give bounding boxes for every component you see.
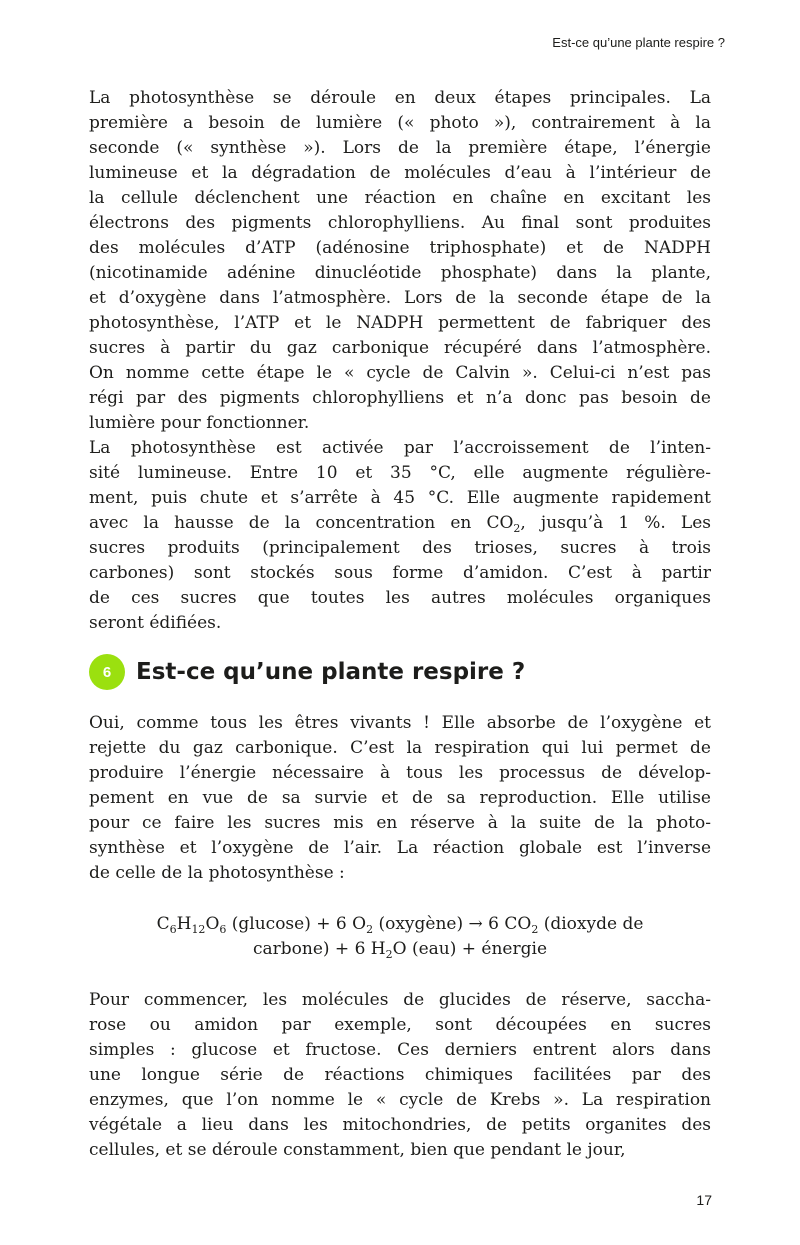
- text-line: [89, 336, 711, 361]
- text-line: [89, 461, 711, 486]
- text-segment: enzymes, que l’on nomme le « cycle de Krebs ». La respiration: [89, 1090, 711, 1110]
- text-segment: , jusqu’à 1 %. Les: [520, 513, 712, 533]
- text-segment: (glucose) + 6 O: [226, 914, 367, 934]
- subscript: 2: [513, 522, 521, 535]
- text-line: [89, 711, 711, 736]
- subscript: 2: [366, 923, 374, 936]
- text-segment: cellules, et se déroule constamment, bien que pendant le jour,: [89, 1140, 626, 1160]
- text-segment: simples : glucose et fructose. Ces derniers entrent alors dans: [89, 1040, 711, 1060]
- text-line: [89, 1063, 711, 1088]
- text-segment: O (eau) + énergie: [392, 939, 548, 959]
- subscript: 6: [219, 923, 227, 936]
- text-segment: de ces sucres que toutes les autres molécules organiques: [89, 588, 711, 608]
- text-line: [89, 1113, 711, 1138]
- text-segment: C: [156, 914, 170, 934]
- text-segment: la cellule déclenchent une réaction en chaîne en excitant les: [89, 188, 711, 208]
- page-number: 17: [696, 1192, 712, 1208]
- text-segment: H: [176, 914, 192, 934]
- paragraph-3: [89, 711, 711, 886]
- section-heading: [89, 652, 525, 692]
- running-head: Est-ce qu’une plante respire ?: [552, 35, 725, 50]
- text-line: [89, 236, 711, 261]
- text-segment: seconde (« synthèse »). Lors de la première étape, l’énergie: [89, 138, 711, 158]
- text-segment: des molécules d’ATP (adénosine triphosphate) et de NADPH: [89, 238, 711, 258]
- text-segment: rejette du gaz carbonique. C’est la respiration qui lui permet de: [89, 738, 711, 758]
- text-line: [89, 1013, 711, 1038]
- subscript: 2: [385, 948, 393, 961]
- text-line: [89, 861, 711, 886]
- text-line: [89, 186, 711, 211]
- subscript: 6: [169, 923, 177, 936]
- text-segment: lumière pour fonctionner.: [89, 413, 310, 433]
- text-segment: (dioxyde de: [538, 914, 644, 934]
- paragraph-4: [89, 988, 711, 1163]
- text-line: [89, 761, 711, 786]
- text-segment: seront édifiées.: [89, 613, 222, 633]
- paragraph-2: [89, 436, 711, 636]
- text-line: [89, 611, 711, 636]
- text-segment: première a besoin de lumière (« photo »), contrairement à la: [89, 113, 711, 133]
- text-segment: (oxygène) → 6 CO: [373, 914, 532, 934]
- text-line: [89, 988, 711, 1013]
- text-segment: pement en vue de sa survie et de sa reproduction. Elle utilise: [89, 788, 711, 808]
- text-segment: (nicotinamide adénine dinucléotide phosphate) dans la plante,: [89, 263, 711, 283]
- paragraph-1: [89, 86, 711, 436]
- text-segment: Oui, comme tous les êtres vivants ! Elle absorbe de l’oxygène et: [89, 713, 711, 733]
- text-line: [89, 736, 711, 761]
- text-line: [89, 386, 711, 411]
- text-line: [89, 1038, 711, 1063]
- text-segment: pour ce faire les sucres mis en réserve à la suite de la photo-: [89, 813, 711, 833]
- subscript: 12: [191, 923, 206, 936]
- text-line: [89, 211, 711, 236]
- text-line: [89, 937, 711, 962]
- text-segment: lumineuse et la dégradation de molécules d’eau à l’intérieur de: [89, 163, 711, 183]
- section-title: Est-ce qu’une plante respire ?: [136, 659, 526, 685]
- text-segment: électrons des pigments chlorophylliens. Au final sont produites: [89, 213, 711, 233]
- text-segment: rose ou amidon par exemple, sont découpées en sucres: [89, 1015, 711, 1035]
- text-segment: de celle de la photosynthèse :: [89, 863, 345, 883]
- text-segment: avec la hausse de la concentration en CO: [89, 513, 514, 533]
- text-line: [89, 561, 711, 586]
- text-line: [89, 286, 711, 311]
- text-line: [89, 811, 711, 836]
- text-line: [89, 111, 711, 136]
- text-line: [89, 1138, 711, 1163]
- text-line: [89, 912, 711, 937]
- text-line: [89, 1088, 711, 1113]
- chemical-equation: [89, 912, 711, 962]
- text-segment: une longue série de réactions chimiques facilitées par des: [89, 1065, 711, 1085]
- text-segment: produire l’énergie nécessaire à tous les processus de dévelop-: [89, 763, 711, 783]
- text-segment: régi par des pigments chlorophylliens et n’a donc pas besoin de: [89, 388, 711, 408]
- text-segment: La photosynthèse se déroule en deux étapes principales. La: [89, 88, 711, 108]
- text-segment: Pour commencer, les molécules de glucides de réserve, saccha-: [89, 990, 711, 1010]
- text-line: [89, 586, 711, 611]
- text-segment: sucres à partir du gaz carbonique récupéré dans l’atmosphère.: [89, 338, 711, 358]
- text-line: [89, 411, 711, 436]
- text-line: [89, 361, 711, 386]
- text-line: [89, 786, 711, 811]
- section-number-badge: 6: [89, 654, 125, 690]
- text-line: [89, 511, 711, 536]
- text-segment: O: [205, 914, 220, 934]
- text-line: [89, 261, 711, 286]
- text-segment: carbones) sont stockés sous forme d’amidon. C’est à partir: [89, 563, 711, 583]
- text-segment: sucres produits (principalement des trioses, sucres à trois: [89, 538, 711, 558]
- text-line: [89, 536, 711, 561]
- text-line: [89, 86, 711, 111]
- text-segment: et d’oxygène dans l’atmosphère. Lors de la seconde étape de la: [89, 288, 711, 308]
- text-line: [89, 311, 711, 336]
- text-segment: photosynthèse, l’ATP et le NADPH permettent de fabriquer des: [89, 313, 711, 333]
- text-segment: ment, puis chute et s’arrête à 45 °C. Elle augmente rapidement: [89, 488, 711, 508]
- text-line: [89, 836, 711, 861]
- text-line: [89, 161, 711, 186]
- text-line: [89, 486, 711, 511]
- text-segment: La photosynthèse est activée par l’accroissement de l’inten-: [89, 438, 711, 458]
- text-segment: végétale a lieu dans les mitochondries, de petits organites des: [89, 1115, 711, 1135]
- subscript: 2: [531, 923, 539, 936]
- text-segment: On nomme cette étape le « cycle de Calvin ». Celui-ci n’est pas: [89, 363, 711, 383]
- text-line: [89, 436, 711, 461]
- text-segment: sité lumineuse. Entre 10 et 35 °C, elle augmente régulière-: [89, 463, 711, 483]
- text-segment: carbone) + 6 H: [252, 939, 386, 959]
- text-line: [89, 136, 711, 161]
- text-segment: synthèse et l’oxygène de l’air. La réaction globale est l’inverse: [89, 838, 711, 858]
